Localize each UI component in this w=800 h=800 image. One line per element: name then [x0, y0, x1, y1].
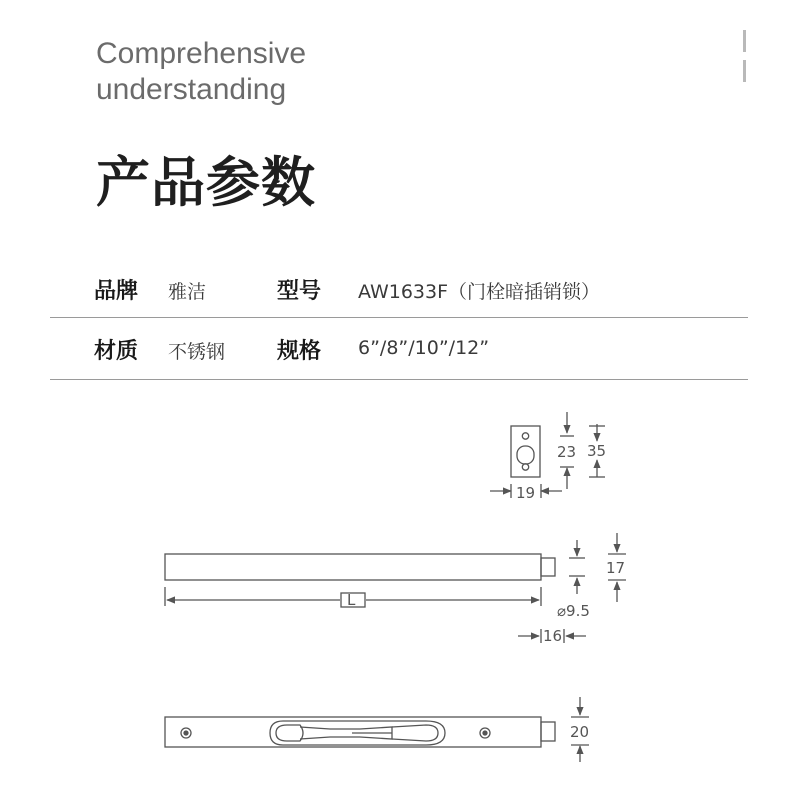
bolt-body-side — [165, 554, 541, 580]
technical-drawing — [0, 380, 800, 800]
brand-value: 雅洁 — [168, 281, 207, 303]
model-label: 型号 — [277, 279, 322, 304]
material-value: 不锈钢 — [168, 341, 226, 363]
bolt-top-view — [165, 697, 589, 762]
material-label: 材质 — [94, 339, 139, 364]
lever-grip-right — [392, 725, 438, 741]
size-label: 规格 — [277, 339, 322, 364]
dim-top-height-text: 20 — [570, 723, 590, 741]
dim-bolt-length-text: 16 — [543, 627, 563, 645]
english-title-line-2: understanding — [96, 73, 287, 106]
strike-screw-hole-top — [522, 433, 528, 439]
size-value: 6”/8”/10”/12” — [358, 337, 490, 359]
side-mark-top — [743, 30, 746, 52]
side-mark-bottom — [743, 60, 746, 82]
bolt-tip-top — [541, 722, 555, 741]
bolt-tip-side — [541, 558, 555, 576]
english-title — [96, 36, 306, 108]
lever-grip-left — [276, 725, 303, 741]
model-value: AW1633F（门栓暗插销锁） — [358, 281, 601, 303]
strike-screw-hole-bottom — [522, 464, 528, 470]
decorative-side-marks — [743, 30, 746, 82]
spec-row-brand-model — [50, 262, 748, 318]
page-title: 产品参数 — [96, 151, 316, 214]
strike-plate-outline — [511, 426, 540, 477]
brand-label: 品牌 — [94, 279, 139, 304]
strike-bolt-hole — [517, 446, 534, 464]
screw-hole-right-center — [483, 731, 487, 735]
dim-strike-spacing-text: 23 — [557, 443, 577, 461]
dim-strike-height-text: 35 — [587, 442, 607, 460]
dim-rod-diameter-text: ⌀9.5 — [557, 602, 590, 620]
spec-divider-1 — [50, 317, 748, 318]
dim-body-height-text: 17 — [606, 559, 626, 577]
spec-row-material-size — [50, 322, 748, 378]
screw-hole-left-center — [184, 731, 188, 735]
dim-strike-width-text: 19 — [516, 484, 536, 502]
dim-length-text: L — [347, 591, 356, 609]
english-title-line-1: Comprehensive — [96, 37, 307, 70]
